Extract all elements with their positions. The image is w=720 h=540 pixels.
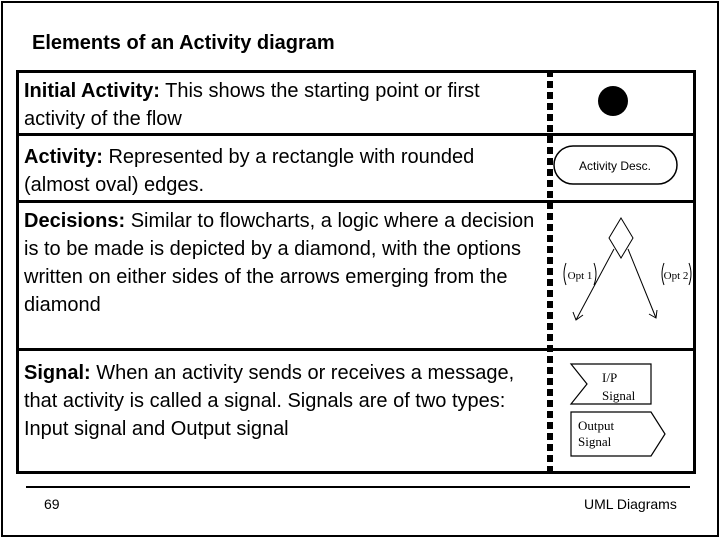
- term-label: Signal:: [24, 362, 91, 384]
- term-description: This shows the starting point or first activity of the flow: [24, 80, 480, 130]
- signal-icon: [561, 360, 691, 470]
- row-activity-text: [24, 143, 544, 199]
- input-signal-label-line1: I/P: [602, 370, 618, 385]
- table-left-border: [16, 70, 19, 474]
- initial-activity-icon: [594, 82, 634, 122]
- row-divider: [16, 200, 696, 203]
- output-signal-label-line2: Signal: [578, 434, 612, 449]
- row-divider: [16, 133, 696, 136]
- term-label: Initial Activity:: [24, 80, 160, 102]
- term-description: When an activity sends or receives a message, that activity is called a signal. Signals are of two types: Input signal and Output signal: [24, 362, 515, 440]
- activity-rounded-rectangle-icon: [551, 142, 691, 192]
- input-signal-label-line2: Signal: [602, 388, 636, 403]
- term-label: Activity:: [24, 146, 103, 168]
- page-number: 69: [44, 496, 60, 512]
- elements-table: [16, 70, 696, 474]
- slide-title: Elements of an Activity diagram: [32, 32, 335, 54]
- term-description: Similar to flowcharts, a logic where a decision is to be made is depicted by a diamond, with the options written on either sides of the arrows emerging from the diamond: [24, 210, 535, 316]
- term-description: Represented by a rectangle with rounded (almost oval) edges.: [24, 146, 475, 196]
- activity-icon-label: Activity Desc.: [578, 159, 652, 173]
- row-divider: [16, 348, 696, 351]
- option-1-label: Opt 1: [567, 270, 593, 282]
- term-label: Decisions:: [24, 210, 126, 232]
- decision-diamond-icon: [536, 208, 696, 330]
- table-bottom-border: [16, 471, 696, 474]
- row-decisions-text: [24, 207, 544, 319]
- footer-title: UML Diagrams: [584, 496, 677, 512]
- output-signal-label-line1: Output: [578, 418, 615, 433]
- footer-rule: [26, 486, 690, 488]
- option-2-label: Opt 2: [663, 270, 689, 282]
- row-initial-activity-text: [24, 77, 544, 133]
- table-top-border: [16, 70, 696, 73]
- row-signal-text: [24, 359, 544, 443]
